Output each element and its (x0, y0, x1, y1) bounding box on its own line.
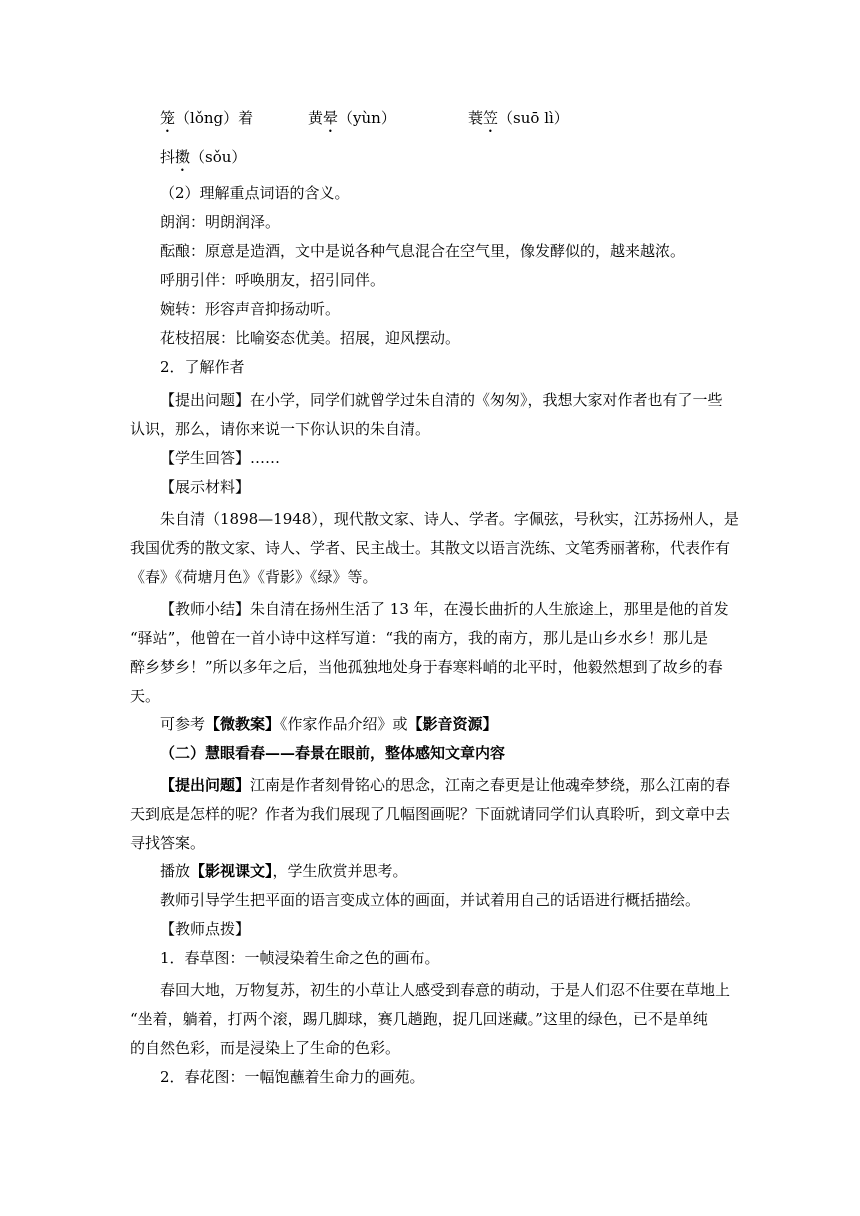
question-paragraph-line: 认识，那么，请你来说一下你认识的朱自清。 (130, 420, 431, 438)
pinyin-word-suoli: 蓑笠（suō lì） (468, 109, 569, 127)
spring-flower-heading: 2．春花图：一幅饱蘸着生命力的画苑。 (160, 1068, 425, 1086)
summary-paragraph-line: 天。 (130, 687, 161, 705)
spring-grass-paragraph-line: 春回大地，万物复苏，初生的小草让人感受到春意的萌动，于是人们忍不住要在草地上 (160, 981, 731, 999)
question2-paragraph-line: 天到底是怎样的呢？作者为我们展现了几幅图画呢？下面就请同学们认真聆听，到文章中去 (130, 805, 731, 823)
section-heading-author: 2．了解作者 (160, 358, 245, 376)
teacher-tip-heading: 【教师点拨】 (160, 920, 251, 938)
section-heading-part-two: （二）慧眼看春——春景在眼前，整体感知文章内容 (160, 744, 506, 762)
vocab-langrun: 朗润：明朗润泽。 (160, 213, 281, 231)
material-heading: 【展示材料】 (160, 478, 251, 496)
pinyin-word-longzhe: 笼（lǒng）着 (160, 109, 254, 127)
pinyin-word-huangyun: 黄晕（yùn） (308, 109, 396, 127)
section-heading-vocab: （2）理解重点词语的含义。 (160, 184, 350, 202)
material-paragraph-line: 朱自清（1898—1948），现代散文家、诗人、学者。字佩弦，号秋实，江苏扬州人，是 (160, 510, 739, 528)
pinyin-word-dousou: 抖擞（sǒu） (160, 148, 247, 166)
material-paragraph-line: 我国优秀的散文家、诗人、学者、民主战士。其散文以语言洗练、文笔秀丽著称，代表作有 (130, 539, 731, 557)
reference-line: 可参考【微教案】《作家作品介绍》或【影音资源】 (160, 715, 498, 733)
vocab-huazhizhaozhan: 花枝招展：比喻姿态优美。招展，迎风摆动。 (160, 329, 461, 347)
spring-grass-paragraph-line: 的自然色彩，而是浸染上了生命的色彩。 (130, 1039, 401, 1057)
spring-grass-heading: 1．春草图：一帧浸染着生命之色的画布。 (160, 949, 440, 967)
question2-paragraph-line: 【提出问题】江南是作者刻骨铭心的思念，江南之春更是让他魂牵梦绕，那么江南的春 (160, 776, 731, 794)
summary-paragraph-line: “驿站”，他曾在一首小诗中这样写道：“我的南方，我的南方，那儿是山乡水乡！那儿是 (130, 629, 709, 647)
vocab-wanzhuan: 婉转：形容声音抑扬动听。 (160, 300, 341, 318)
summary-paragraph-line: 【教师小结】朱自清在扬州生活了 13 年，在漫长曲折的人生旅途上，那里是他的首发 (160, 600, 729, 618)
question2-paragraph-line: 寻找答案。 (130, 834, 206, 852)
teacher-guide-line: 教师引导学生把平面的语言变成立体的画面，并试着用自己的话语进行概括描绘。 (160, 891, 701, 909)
vocab-hupengyinban: 呼朋引伴：呼唤朋友，招引同伴。 (160, 271, 386, 289)
question-paragraph-line: 【提出问题】在小学，同学们就曾学过朱自清的《匆匆》，我想大家对作者也有了一些 (160, 391, 723, 409)
summary-paragraph-line: 醉乡梦乡！”所以多年之后，当他孤独地处身于春寒料峭的北平时，他毅然想到了故乡的春 (130, 658, 723, 676)
play-video-line: 播放【影视课文】，学生欣赏并思考。 (160, 862, 408, 880)
spring-grass-paragraph-line: “坐着，躺着，打两个滚，踢几脚球，赛几趟跑，捉几回迷藏。”这里的绿色，已不是单纯 (130, 1010, 708, 1028)
material-paragraph-line: 《春》《荷塘月色》《背影》《绿》等。 (130, 568, 378, 586)
student-answer: 【学生回答】…… (160, 449, 281, 467)
vocab-yunniang: 酝酿：原意是造酒，文中是说各种气息混合在空气里，像发酵似的，越来越浓。 (160, 242, 686, 260)
